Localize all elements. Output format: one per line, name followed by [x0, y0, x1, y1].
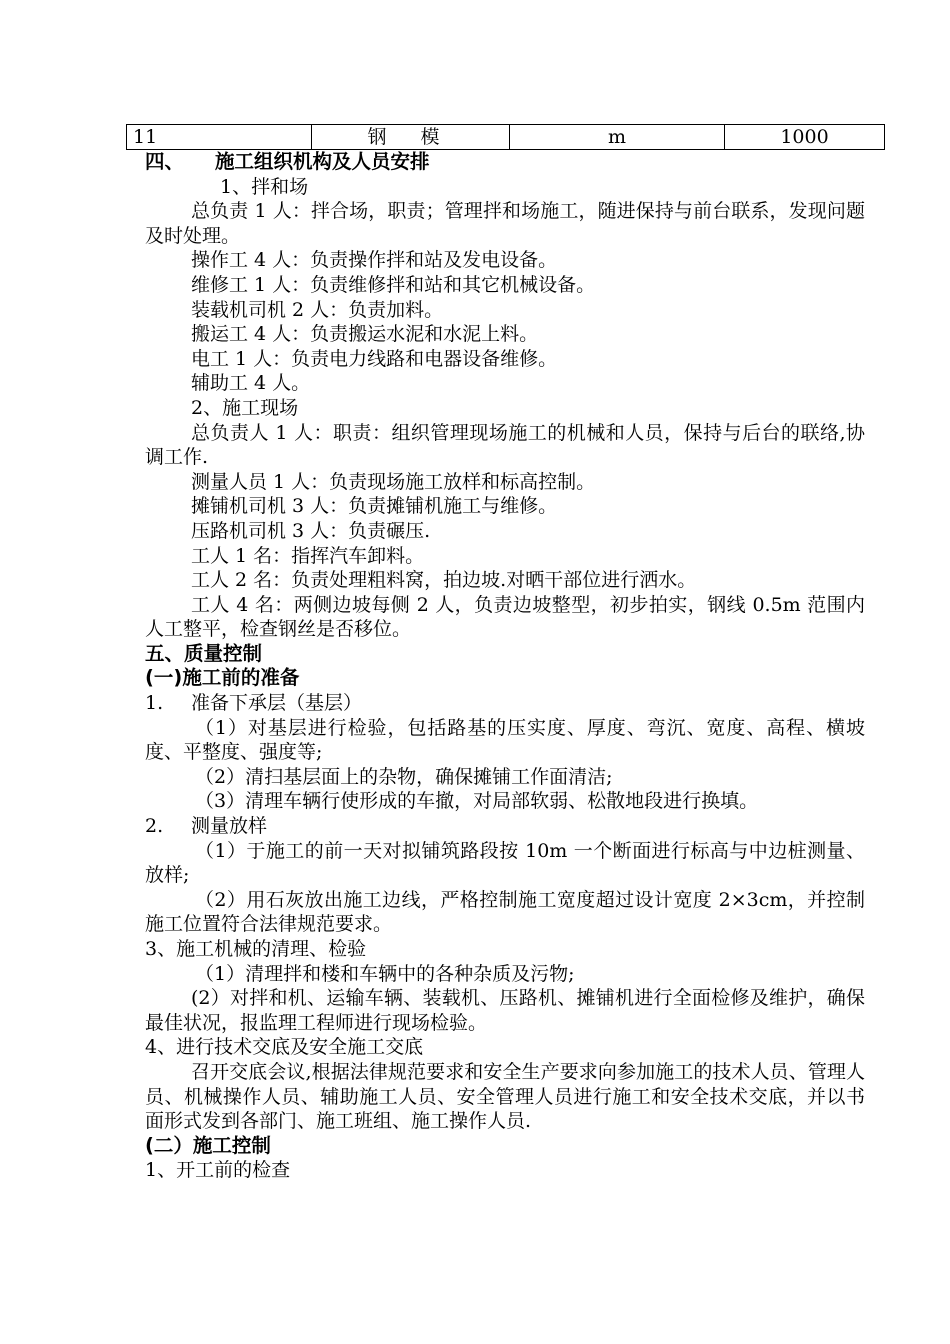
- subheading: 2、施工现场: [191, 396, 299, 419]
- item-title: 测量放样: [191, 815, 268, 838]
- numbered-item: 3、施工机械的清理、检验: [145, 938, 367, 960]
- paragraph: (2）对拌和机、运输车辆、装载机、压路机、摊铺机进行全面检修及维护，确保最佳状况，报监理工程师进行现场检验。: [145, 987, 865, 1034]
- numbered-item: 4、进行技术交底及安全施工交底: [145, 1036, 424, 1059]
- section-heading-4: [145, 150, 865, 175]
- numbered-item: [145, 814, 865, 839]
- table-cell-qty: 1000: [725, 125, 885, 150]
- paragraph: 压路机司机 3 人：负责碾压.: [191, 519, 431, 542]
- table-cell-unit: m: [510, 125, 725, 150]
- item-number: 1.: [145, 692, 164, 715]
- paragraph: 维修工 1 人：负责维修拌和站和其它机械设备。: [191, 273, 596, 296]
- paragraph: （1）清理拌和楼和车辆中的各种杂质及污物;: [195, 962, 575, 985]
- subheading: 1、拌和场: [220, 175, 309, 198]
- numbered-item: [145, 691, 865, 716]
- table-cell-name: 钢 模: [312, 125, 510, 150]
- section-heading-5: 五、质量控制: [145, 641, 263, 665]
- document-body: [145, 150, 865, 1183]
- section-number: 四、: [145, 150, 185, 173]
- subsection-heading: (一)施工前的准备: [145, 666, 300, 690]
- paragraph: 工人 1 名：指挥汽车卸料。: [191, 544, 425, 567]
- paragraph: 总负责 1 人：拌合场，职责；管理拌和场施工，随进保持与前台联系，发现问题及时处理。: [145, 200, 865, 247]
- paragraph: 总负责人 1 人：职责：组织管理现场施工的机械和人员，保持与后台的联络,协调工作.: [145, 421, 865, 469]
- materials-table: [126, 124, 885, 150]
- item-title: 准备下承层（基层）: [191, 692, 363, 715]
- table-row: [127, 125, 885, 150]
- numbered-item: 1、开工前的检查: [145, 1159, 291, 1182]
- paragraph: 操作工 4 人：负责操作拌和站及发电设备。: [191, 249, 558, 272]
- table-cell-no: 11: [127, 125, 312, 150]
- section-title: 施工组织机构及人员安排: [215, 150, 430, 173]
- paragraph: （3）清理车辆行使形成的车撤，对局部软弱、松散地段进行换填。: [195, 790, 759, 813]
- paragraph: （1）对基层进行检验，包括路基的压实度、厚度、弯沉、宽度、高程、横坡度、平整度、强度等;: [145, 716, 865, 764]
- item-number: 2.: [145, 815, 164, 838]
- subsection-heading: (二）施工控制: [145, 1133, 271, 1157]
- paragraph: （2）用石灰放出施工边线，严格控制施工宽度超过设计宽度 2×3cm，并控制施工位置符合法律规范要求。: [145, 888, 865, 936]
- paragraph: 电工 1 人：负责电力线路和电器设备维修。: [191, 347, 558, 370]
- paragraph: （2）清扫基层面上的杂物，确保摊铺工作面清洁;: [195, 765, 613, 788]
- paragraph: 辅助工 4 人。: [191, 372, 311, 395]
- paragraph: 搬运工 4 人：负责搬运水泥和水泥上料。: [191, 323, 539, 346]
- paragraph: （1）于施工的前一天对拟铺筑路段按 10m 一个断面进行标高与中边桩测量、放样;: [145, 839, 865, 887]
- paragraph: 测量人员 1 人：负责现场施工放样和标高控制。: [191, 470, 596, 493]
- paragraph: 召开交底会议,根据法律规范要求和安全生产要求向参加施工的技术人员、管理人员、机械操作人员、辅助施工人员、安全管理人员进行施工和安全技术交底，并以书面形式发到各部门、施工班组、施工操作人员.: [145, 1060, 865, 1133]
- paragraph: 工人 4 名：两侧边坡每侧 2 人，负责边坡整型，初步拍实，钢线 0.5m 范围内人工整平，检查钢丝是否移位。: [145, 593, 865, 641]
- paragraph: 摊铺机司机 3 人：负责摊铺机施工与维修。: [191, 495, 558, 518]
- paragraph: 工人 2 名：负责处理粗料窝，拍边坡.对晒干部位进行洒水。: [191, 569, 697, 592]
- paragraph: 装载机司机 2 人：负责加料。: [191, 298, 444, 321]
